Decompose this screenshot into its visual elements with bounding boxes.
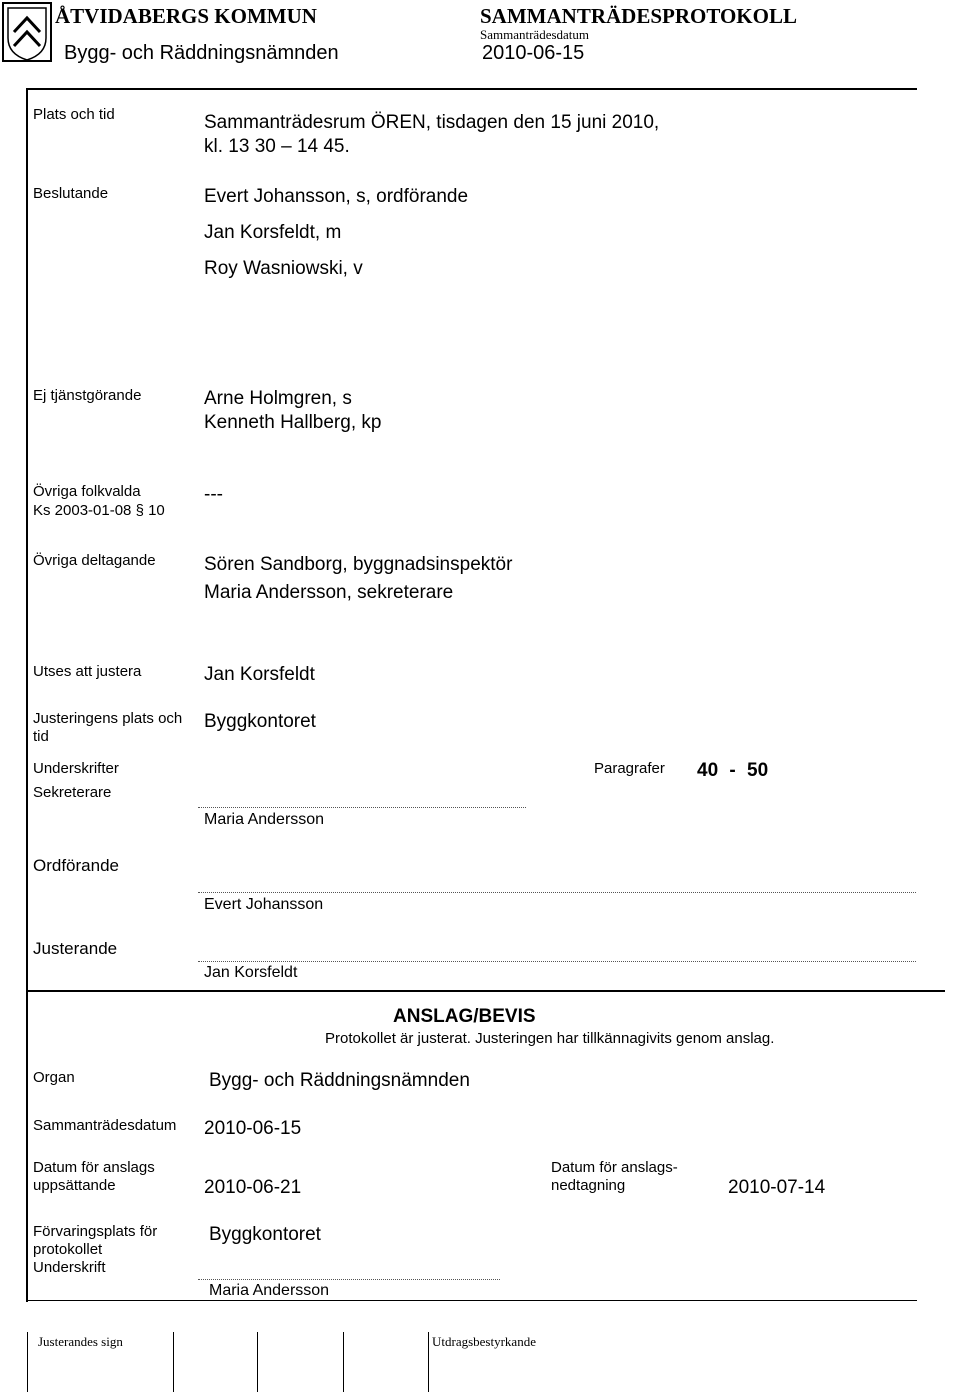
posting-date-label-2: uppsättande — [33, 1177, 116, 1194]
deciding-member-1: Evert Johansson, s, ordförande — [204, 186, 469, 207]
other-participant-2: Maria Andersson, sekreterare — [204, 582, 454, 603]
secretary-label: Sekreterare — [33, 784, 112, 801]
notice-subtitle: Protokollet är justerat. Justeringen har tillkännagivits genom anslag. — [325, 1030, 775, 1047]
adjust-place: Byggkontoret — [204, 711, 316, 732]
other-elected-ref-number: 10 — [148, 502, 165, 519]
meeting-date-value: 2010-06-15 — [204, 1118, 302, 1139]
chair-name: Evert Johansson — [204, 896, 324, 913]
place-label: Plats och tid — [33, 106, 115, 123]
frame-top-line — [27, 88, 917, 90]
paragraphs-to: 50 — [747, 760, 769, 781]
other-participant-1: Sören Sandborg, byggnadsinspektör — [204, 554, 513, 575]
municipal-crest-icon — [2, 2, 52, 66]
signature-adjuster-name: Jan Korsfeldt — [204, 964, 298, 981]
non-serving-member-2: Kenneth Hallberg, kp — [204, 412, 382, 433]
signature-label: Underskrift — [33, 1259, 106, 1276]
storage-value: Byggkontoret — [209, 1224, 321, 1245]
footer-divider-1 — [173, 1332, 174, 1392]
frame-bottom-line — [27, 1300, 917, 1301]
adjuster-name: Jan Korsfeldt — [204, 664, 315, 685]
non-serving-label: Ej tjänstgörande — [33, 387, 142, 404]
footer-divider-3 — [343, 1332, 344, 1392]
notice-divider-line — [27, 990, 945, 992]
secretary-signature-line — [198, 807, 526, 808]
header-date: 2010-06-15 — [482, 42, 585, 64]
secretary-name: Maria Andersson — [204, 811, 325, 828]
other-elected-value: --- — [204, 484, 223, 505]
deciding-label: Beslutande — [33, 185, 109, 202]
other-elected-ref-text: Ks 2003-01-08 — [33, 502, 132, 519]
deciding-member-2: Jan Korsfeldt, m — [204, 222, 342, 243]
non-serving-member-1: Arne Holmgren, s — [204, 388, 352, 409]
document-type: SAMMANTRÄDESPROTOKOLL — [480, 4, 797, 28]
posting-date-label-1: Datum för anslags — [33, 1159, 155, 1176]
adjuster-signature-line — [198, 961, 916, 962]
notice-signature-line — [198, 1279, 500, 1280]
adjust-place-label-2: tid — [33, 728, 49, 745]
notice-signature-name: Maria Andersson — [209, 1282, 330, 1299]
deciding-member-3: Roy Wasniowski, v — [204, 258, 363, 279]
removal-date-label-1: Datum för anslags- — [551, 1159, 678, 1176]
paragraphs-label: Paragrafer — [594, 760, 665, 777]
removal-date-label-2: nedtagning — [551, 1177, 626, 1194]
header-board: Bygg- och Räddningsnämnden — [64, 42, 339, 64]
footer-divider-4 — [428, 1332, 429, 1392]
signature-adjuster-label: Justerande — [33, 939, 118, 958]
signatures-label: Underskrifter — [33, 760, 119, 777]
footer-divider-left — [27, 1332, 28, 1392]
other-elected-reference — [33, 502, 165, 519]
place-line-1: Sammanträdesrum ÖREN, tisdagen den 15 juni 2010, — [204, 112, 660, 133]
storage-label-1: Förvaringsplats för — [33, 1223, 158, 1240]
adjusters-sign-label: Justerandes sign — [38, 1334, 123, 1349]
paragraphs-range — [697, 760, 768, 782]
meeting-date-label: Sammanträdesdatum — [33, 1117, 177, 1134]
adjust-place-label-1: Justeringens plats och — [33, 710, 183, 727]
chair-label: Ordförande — [33, 856, 119, 875]
posting-date-value: 2010-06-21 — [204, 1177, 302, 1198]
footer-divider-2 — [257, 1332, 258, 1392]
header-date-label: Sammanträdesdatum — [480, 27, 590, 42]
notice-title: ANSLAG/BEVIS — [393, 1006, 536, 1027]
removal-date-value: 2010-07-14 — [728, 1177, 826, 1198]
section-sign-icon: § — [135, 502, 144, 519]
place-line-2: kl. 13 30 – 14 45. — [204, 136, 350, 157]
certification-label: Utdragsbestyrkande — [432, 1334, 536, 1349]
organ-label: Organ — [33, 1069, 75, 1086]
other-participants-label: Övriga deltagande — [33, 552, 156, 569]
adjuster-label: Utses att justera — [33, 663, 142, 680]
paragraphs-from: 40 — [697, 760, 719, 781]
municipality-name: ÅTVIDABERGS KOMMUN — [55, 4, 317, 28]
paragraphs-dash: - — [729, 760, 736, 781]
organ-value: Bygg- och Räddningsnämnden — [209, 1070, 470, 1091]
other-elected-label: Övriga folkvalda — [33, 483, 141, 500]
frame-left-line — [26, 88, 28, 1302]
chair-signature-line — [198, 892, 916, 893]
storage-label-2: protokollet — [33, 1241, 103, 1258]
